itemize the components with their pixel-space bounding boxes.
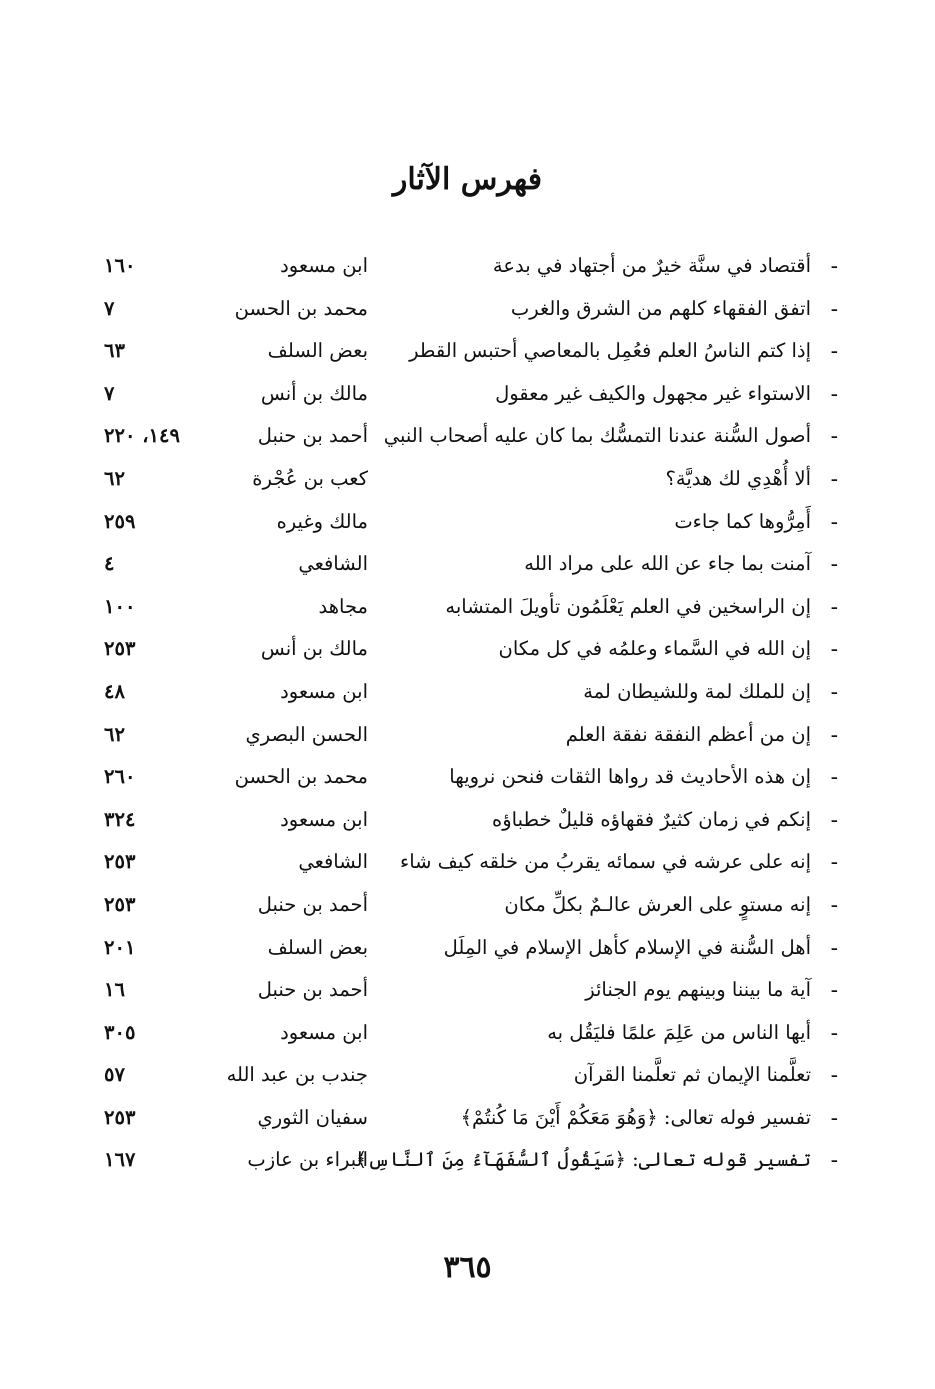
page-references: ٦٢ — [104, 722, 125, 746]
athar-index-list — [0, 246, 935, 1183]
index-entry — [0, 629, 935, 672]
narrator-name: محمد بن الحسن — [234, 765, 368, 789]
entry-dash: - — [830, 509, 838, 535]
entry-dash: - — [830, 978, 838, 1004]
page-references: ٦٢ — [104, 466, 125, 490]
page-references: ٢٥٣ — [104, 892, 136, 916]
narrator-name: محمد بن الحسن — [234, 296, 368, 320]
athar-text: إذا كتم الناسُ العلم فعُمِل بالمعاصي أحتبس القطر — [409, 339, 811, 363]
athar-text: آية ما بيننا وبينهم يوم الجنائز — [585, 978, 811, 1002]
index-entry — [0, 502, 935, 545]
page-references: ٥٧ — [104, 1063, 125, 1087]
page-references: ٢٦٠ — [104, 765, 136, 789]
entry-dash: - — [830, 466, 838, 492]
athar-text: إن الله في السَّماء وعلمُه في كل مكان — [498, 637, 811, 661]
page-title: فهرس الآثار — [392, 162, 543, 197]
narrator-name: الشافعي — [298, 552, 368, 576]
athar-text: أَمِرُّوها كما جاءت — [674, 509, 811, 533]
entry-dash: - — [830, 935, 838, 961]
athar-text: إنه على عرشه في سمائه يقربُ من خلقه كيف شاء — [400, 850, 811, 874]
index-entry — [0, 800, 935, 843]
athar-text: الاستواء غير مجهول والكيف غير معقول — [495, 381, 811, 405]
narrator-name: أحمد بن حنبل — [257, 424, 368, 448]
page-references: ٢٥٣ — [104, 1105, 136, 1129]
narrator-name: جندب بن عبد الله — [226, 1063, 368, 1087]
page-references: ٢٥٣ — [104, 850, 136, 874]
entry-dash: - — [830, 424, 838, 450]
index-entry — [0, 928, 935, 971]
page-references: ٤ — [104, 552, 115, 576]
narrator-name: البراء بن عازب — [247, 1148, 368, 1172]
page-references: ٣٠٥ — [104, 1020, 136, 1044]
narrator-name: سفيان الثوري — [257, 1105, 368, 1129]
index-entry — [0, 289, 935, 332]
index-entry — [0, 1013, 935, 1056]
entry-dash: - — [830, 1020, 838, 1046]
index-entry — [0, 544, 935, 587]
athar-text: تعلَّمنا الإيمان ثم تعلَّمنا القرآن — [573, 1063, 811, 1087]
page-number: ٣٦٥ — [443, 1250, 492, 1285]
athar-text: إن الراسخين في العلم يَعْلَمُون تأويلَ المتشابه — [445, 594, 811, 618]
index-entry — [0, 1098, 935, 1141]
narrator-name: مجاهد — [318, 594, 368, 618]
entry-dash: - — [830, 254, 838, 279]
index-entry — [0, 331, 935, 374]
narrator-name: ابن مسعود — [280, 679, 368, 703]
entry-dash: - — [830, 722, 838, 748]
athar-text: آمنت بما جاء عن الله على مراد الله — [524, 552, 811, 576]
index-entry — [0, 757, 935, 800]
athar-text: إن هذه الأحاديث قد رواها الثقات فنحن نرويها — [449, 765, 811, 789]
index-entry — [0, 374, 935, 417]
athar-text: أيها الناس من عَلِمَ علمًا فليَقُل به — [547, 1020, 811, 1044]
entry-dash: - — [830, 679, 838, 705]
narrator-name: بعض السلف — [267, 339, 368, 363]
entry-dash: - — [830, 807, 838, 833]
page-references: ٢٥٩ — [104, 509, 136, 533]
page-references: ١٦ — [104, 978, 125, 1002]
athar-text: اتفق الفقهاء كلهم من الشرق والغرب — [510, 296, 811, 320]
narrator-name: ابن مسعود — [280, 807, 368, 831]
index-entry — [0, 715, 935, 758]
page-references: ٢٥٣ — [104, 637, 136, 661]
athar-text: أصول السُّنة عندنا التمسُّك بما كان عليه أصحاب النبي — [383, 424, 811, 448]
narrator-name: بعض السلف — [267, 935, 368, 959]
entry-dash: - — [830, 1105, 838, 1131]
entry-dash: - — [830, 765, 838, 791]
entry-dash: - — [830, 1063, 838, 1089]
narrator-name: مالك وغيره — [276, 509, 368, 533]
entry-dash: - — [830, 637, 838, 663]
index-entry — [0, 1055, 935, 1098]
index-entry — [0, 842, 935, 885]
narrator-name: الشافعي — [298, 850, 368, 874]
page-references: ١٦٧ — [104, 1148, 136, 1172]
page-references: ٢٠١ — [104, 935, 136, 959]
entry-dash: - — [830, 296, 838, 322]
page-references: ١٠٠ — [104, 594, 136, 618]
narrator-name: مالك بن أنس — [260, 381, 368, 405]
index-entry — [0, 1140, 935, 1183]
narrator-name: أحمد بن حنبل — [257, 978, 368, 1002]
page-references: ٤٨ — [104, 679, 125, 703]
entry-dash: - — [830, 381, 838, 407]
narrator-name: مالك بن أنس — [260, 637, 368, 661]
page-references: ١٦٠ — [104, 254, 136, 277]
athar-text: إن من أعظم النفقة نفقة العلم — [565, 722, 811, 746]
entry-dash: - — [830, 594, 838, 620]
entry-dash: - — [830, 552, 838, 578]
entry-dash: - — [830, 1148, 838, 1174]
athar-text: إن للملك لمة وللشيطان لمة — [583, 679, 811, 703]
athar-text: تفسير قوله تعالى: ﴿سَيَقُولُ ٱلسُّفَهَآءُ مِنَ ٱلنَّاسِ﴾ — [355, 1148, 811, 1172]
athar-text: إنه مستوٍ على العرش عالـمٌ بكلِّ مكان — [504, 892, 811, 916]
index-entry — [0, 672, 935, 715]
narrator-name: الحسن البصري — [245, 722, 368, 746]
athar-text: أهل السُّنة في الإسلام كأهل الإسلام في المِلَل — [443, 935, 811, 959]
athar-text: إنكم في زمان كثيرٌ فقهاؤه قليلٌ خطباؤه — [492, 807, 811, 831]
page-references: ٣٢٤ — [104, 807, 136, 831]
athar-text: أقتصاد في سنَّة خيرٌ من أجتهاد في بدعة — [492, 254, 811, 277]
athar-text: ألا أُهْدِي لك هديَّة؟ — [665, 466, 811, 490]
index-entry — [0, 246, 935, 289]
narrator-name: ابن مسعود — [280, 1020, 368, 1044]
narrator-name: ابن مسعود — [280, 254, 368, 277]
page-references: ٦٣ — [104, 339, 125, 363]
athar-text: تفسير فوله تعالى: ﴿وَهُوَ مَعَكُمْ أَيْنَ مَا كُنتُمْ﴾ — [460, 1105, 811, 1129]
page-references: ٧ — [104, 381, 115, 405]
index-entry — [0, 459, 935, 502]
index-entry — [0, 587, 935, 630]
index-entry — [0, 970, 935, 1013]
index-entry — [0, 885, 935, 928]
entry-dash: - — [830, 850, 838, 876]
index-entry — [0, 416, 935, 459]
page-references: ٧ — [104, 296, 115, 320]
entry-dash: - — [830, 892, 838, 918]
entry-dash: - — [830, 339, 838, 365]
narrator-name: أحمد بن حنبل — [257, 892, 368, 916]
narrator-name: كعب بن عُجْرة — [252, 466, 368, 490]
page-references: ١٤٩، ٢٢٠ — [104, 424, 180, 448]
